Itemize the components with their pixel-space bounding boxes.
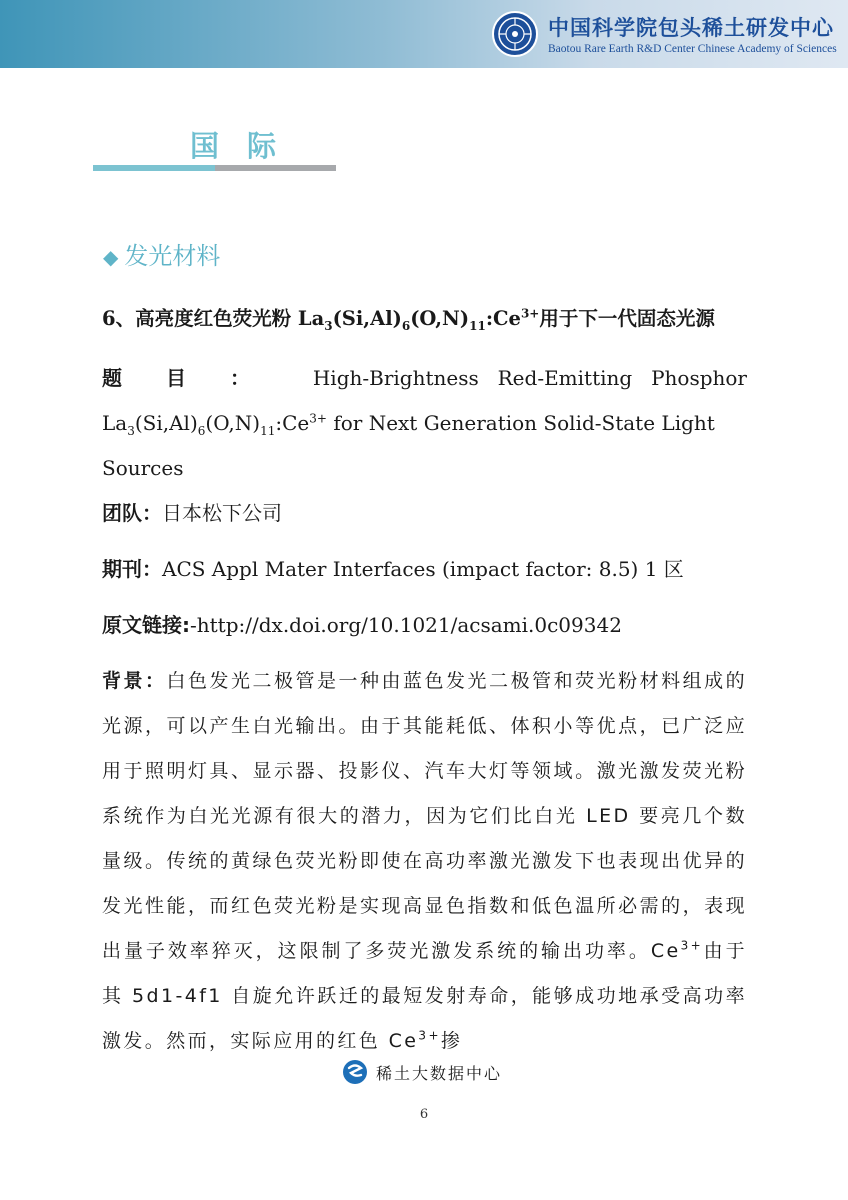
title-word-3: Phosphor xyxy=(651,366,747,390)
org-logo xyxy=(492,10,842,60)
title-word-2: Red-Emitting xyxy=(497,366,633,390)
cas-seal-icon xyxy=(492,11,538,57)
team-line xyxy=(102,491,747,536)
article-heading: 6、高亮度红色荧光粉 $La_3(Si,Al)_6(O,N)_{11}:Ce^{3+}$用于下一代固态光源 xyxy=(102,306,715,333)
journal-label: 期刊： xyxy=(102,557,162,581)
article-title-block xyxy=(102,356,747,491)
footer-logo xyxy=(342,1057,502,1087)
article-title-line1 xyxy=(102,356,747,401)
link-line xyxy=(102,603,747,648)
team-label: 团队： xyxy=(102,501,162,525)
title-underline-teal xyxy=(93,165,215,171)
org-name-cn: 中国科学院包头稀土研发中心 xyxy=(548,16,834,40)
header-band xyxy=(0,0,848,68)
link-label: 原文链接: xyxy=(102,613,190,637)
page-number: 6 xyxy=(419,1107,429,1122)
article-title-line2: $La_3(Si,Al)_6(O,N)_{11}:Ce^{3+}$ for Next Generation Solid-State Light Sources xyxy=(102,411,715,480)
subsection-title xyxy=(103,236,220,271)
title-underline-gray xyxy=(215,165,336,171)
subsection-label: 发光材料 xyxy=(124,242,221,270)
background-paragraph: 背景：白色发光二极管是一种由蓝色发光二极管和荧光粉材料组成的光源，可以产生白光输出。由于其能耗低、体积小等优点，已广泛应用于照明灯具、显示器、投影仪、汽车大灯等领域。激光激发荧光粉系统作为白光光源有很大的潜力，因为它们比白光 LED 要亮几个数量级。传统的黄绿色荧光粉即使在高功率激光激发下也表现出优异的发光性能，而红色荧光粉是实现高显色指数和低色温所必需的，表现出量子效率猝灭，这限制了多荧光激发系统的输出功率。$Ce^{3+}$由于其 5d1-4f1 自旋允许跃迁的最短发射寿命，能够成功地承受高功率激发。然而，实际应用的红色 $Ce^{3+}$掺 xyxy=(102,670,747,1052)
source-link[interactable]: -http://dx.doi.org/10.1021/acsami.0c09342 xyxy=(190,613,622,637)
journal-line xyxy=(102,547,747,592)
article-body xyxy=(102,302,747,1064)
journal-value: ACS Appl Mater Interfaces (impact factor: 8.5) 1 区 xyxy=(162,557,684,581)
team-value: 日本松下公司 xyxy=(162,501,282,525)
rare-earth-data-icon xyxy=(342,1059,368,1085)
diamond-bullet-icon: ◆ xyxy=(103,245,119,269)
title-word-1: High-Brightness xyxy=(312,366,479,390)
org-name-en: Baotou Rare Earth R&D Center Chinese Academy of Sciences xyxy=(548,43,837,55)
title-label: 题目： xyxy=(102,366,294,390)
background-label: 背景： xyxy=(102,670,167,692)
footer-logo-text: 稀土大数据中心 xyxy=(376,1063,503,1083)
section-title: 国际 xyxy=(190,129,305,163)
